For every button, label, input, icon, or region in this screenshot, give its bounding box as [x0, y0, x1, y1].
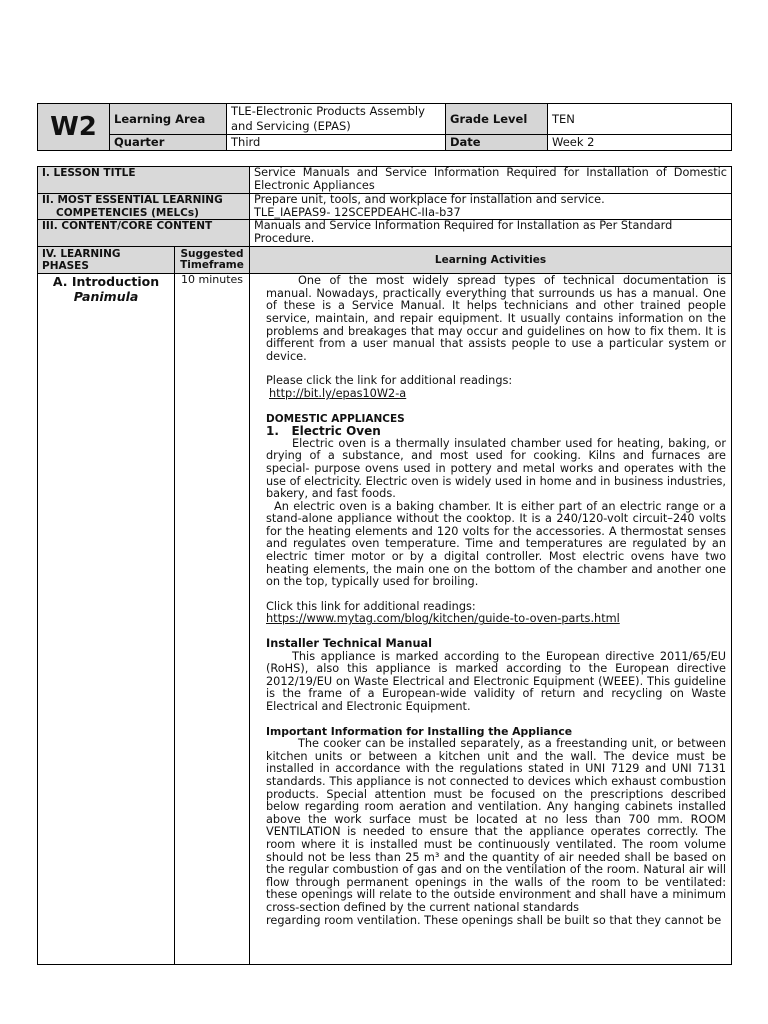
- item-number: 1.: [266, 424, 279, 439]
- learning-activities: [250, 274, 732, 965]
- phase-timeframe: 10 minutes: [175, 274, 250, 965]
- lesson-title-value: Service Manuals and Service Information Required for Installation of Domestic Electronic Appliances: [250, 167, 732, 194]
- paragraph-installation: The cooker can be installed separately, as a freestanding unit, or between kitchen units or between a kitchen unit and the wall. The device must be installed in accordance with the regulations stated in UNI 7129 and UNI 7131 standards. This appliance is not connected to devices which exhaust combustion products. Special attention must be focused on the prescriptions described below regarding room aeration and ventilation. Any hanging cabinets installed above the work surface must be located at no less than 700 mm. ROOM VENTILATION is needed to ensure that the appliance operates correctly. The room where it is installed must be continuously ventilated. The room volume should not be less than 25 m³ and the quantity of air needed shall be based on the regular combustion of gas and on the ventilation of the room. Natural air will flow through permanent openings in the walls of the room to be ventilated: these openings will relate to the outside environment and shall have a minimum cross-section defined by the current national standards: [266, 737, 726, 914]
- content-value: Manuals and Service Information Required for Installation as Per Standard Procedure.: [250, 220, 732, 247]
- phase-title: A. Introduction: [52, 274, 160, 290]
- reading-link-1[interactable]: http://bit.ly/epas10W2-a: [269, 386, 407, 400]
- item-heading: [266, 425, 726, 438]
- section-heading: DOMESTIC APPLIANCES: [266, 412, 405, 425]
- melc-value: [250, 194, 732, 220]
- paragraph-ventilation: regarding room ventilation. These openings shall be built so that they cannot be: [266, 913, 722, 927]
- paragraph-manual: This appliance is marked according to the European directive 2011/65/EU (RoHS), also this appliance is marked according to the European directive 2012/19/EU on Waste Electrical and Electronic Equipment (WEEE). This guideline is the frame of a European-wide validity of return and recycling on Waste Electrical and Electronic Equipment.: [266, 649, 726, 713]
- paragraph-electric-oven: Electric oven is a thermally insulated chamber used for heating, baking, or drying of a substance, and most used for cooking. Kilns and furnaces are special- purpose ovens used in pottery and metal works and operates with the use of electricity. Electric oven is widely used in home and in business industries, bakery, and fast foods.: [266, 436, 726, 501]
- learning-area-label: Learning Area: [110, 104, 227, 135]
- reading-link-2[interactable]: https://www.mytag.com/blog/kitchen/guide-to-oven-parts.html: [266, 612, 620, 626]
- melc-label-line1: II. MOST ESSENTIAL LEARNING: [42, 194, 223, 206]
- grade-level-value: TEN: [548, 104, 732, 135]
- week-badge: W2: [38, 104, 110, 151]
- manual-heading: Installer Technical Manual: [266, 637, 432, 651]
- item-title: Electric Oven: [291, 424, 381, 439]
- activities-column-header: Learning Activities: [250, 247, 732, 274]
- lesson-table: [37, 166, 732, 965]
- timeframe-column-header: Suggested Timeframe: [175, 247, 250, 274]
- phases-column-header: IV. LEARNING PHASES: [38, 247, 175, 274]
- grade-level-label: Grade Level: [446, 104, 548, 135]
- melc-label: [38, 194, 250, 220]
- important-heading: Important Information for Installing the Appliance: [266, 724, 573, 738]
- melc-label-line2: COMPETENCIES (MELCs): [56, 206, 199, 219]
- link-intro-text-2: Click this link for additional readings:: [266, 599, 476, 613]
- phase-subtitle: Panimula: [73, 289, 139, 305]
- lesson-title-label: I. LESSON TITLE: [38, 167, 250, 194]
- melc-code: TLE_IAEPAS9- 12SCEPDEAHC-IIa-b37: [254, 205, 461, 219]
- phase-introduction: [38, 274, 175, 965]
- quarter-label: Quarter: [110, 135, 227, 151]
- date-label: Date: [446, 135, 548, 151]
- paragraph-baking-chamber: An electric oven is a baking chamber. It is either part of an electric range or a stand-alone appliance without the cooktop. It is a 240/120-volt circuit–240 volts for the heating elements and 120 volts for the accessories. A thermostat senses and regulates oven temperature. Time and temperatures are regulated by an electric timer motor or by a digital controller. Most electric ovens have two heating elements, the main one on the bottom of the chamber and another one on the top, typically used for broiling.: [266, 499, 726, 589]
- date-value: Week 2: [548, 135, 732, 151]
- quarter-value: Third: [227, 135, 446, 151]
- link-intro-text: Please click the link for additional readings:: [266, 374, 513, 388]
- learning-area-value: TLE-Electronic Products Assembly and Servicing (EPAS): [227, 104, 446, 135]
- paragraph-intro: One of the most widely spread types of technical documentation is manual. Nowadays, practically everything that surrounds us has a manual. One of these is a Service Manual. It helps technicians and other trained people service, maintain, and repair equipment. It usually contains information on the problems and breakages that may occur and guidelines on how to fix them. It is different from a user manual that assists people to use a particular system or device.: [266, 274, 726, 363]
- content-label: III. CONTENT/CORE CONTENT: [38, 220, 250, 247]
- header-table: [37, 103, 732, 151]
- melc-competency: Prepare unit, tools, and workplace for installation and service.: [254, 193, 605, 206]
